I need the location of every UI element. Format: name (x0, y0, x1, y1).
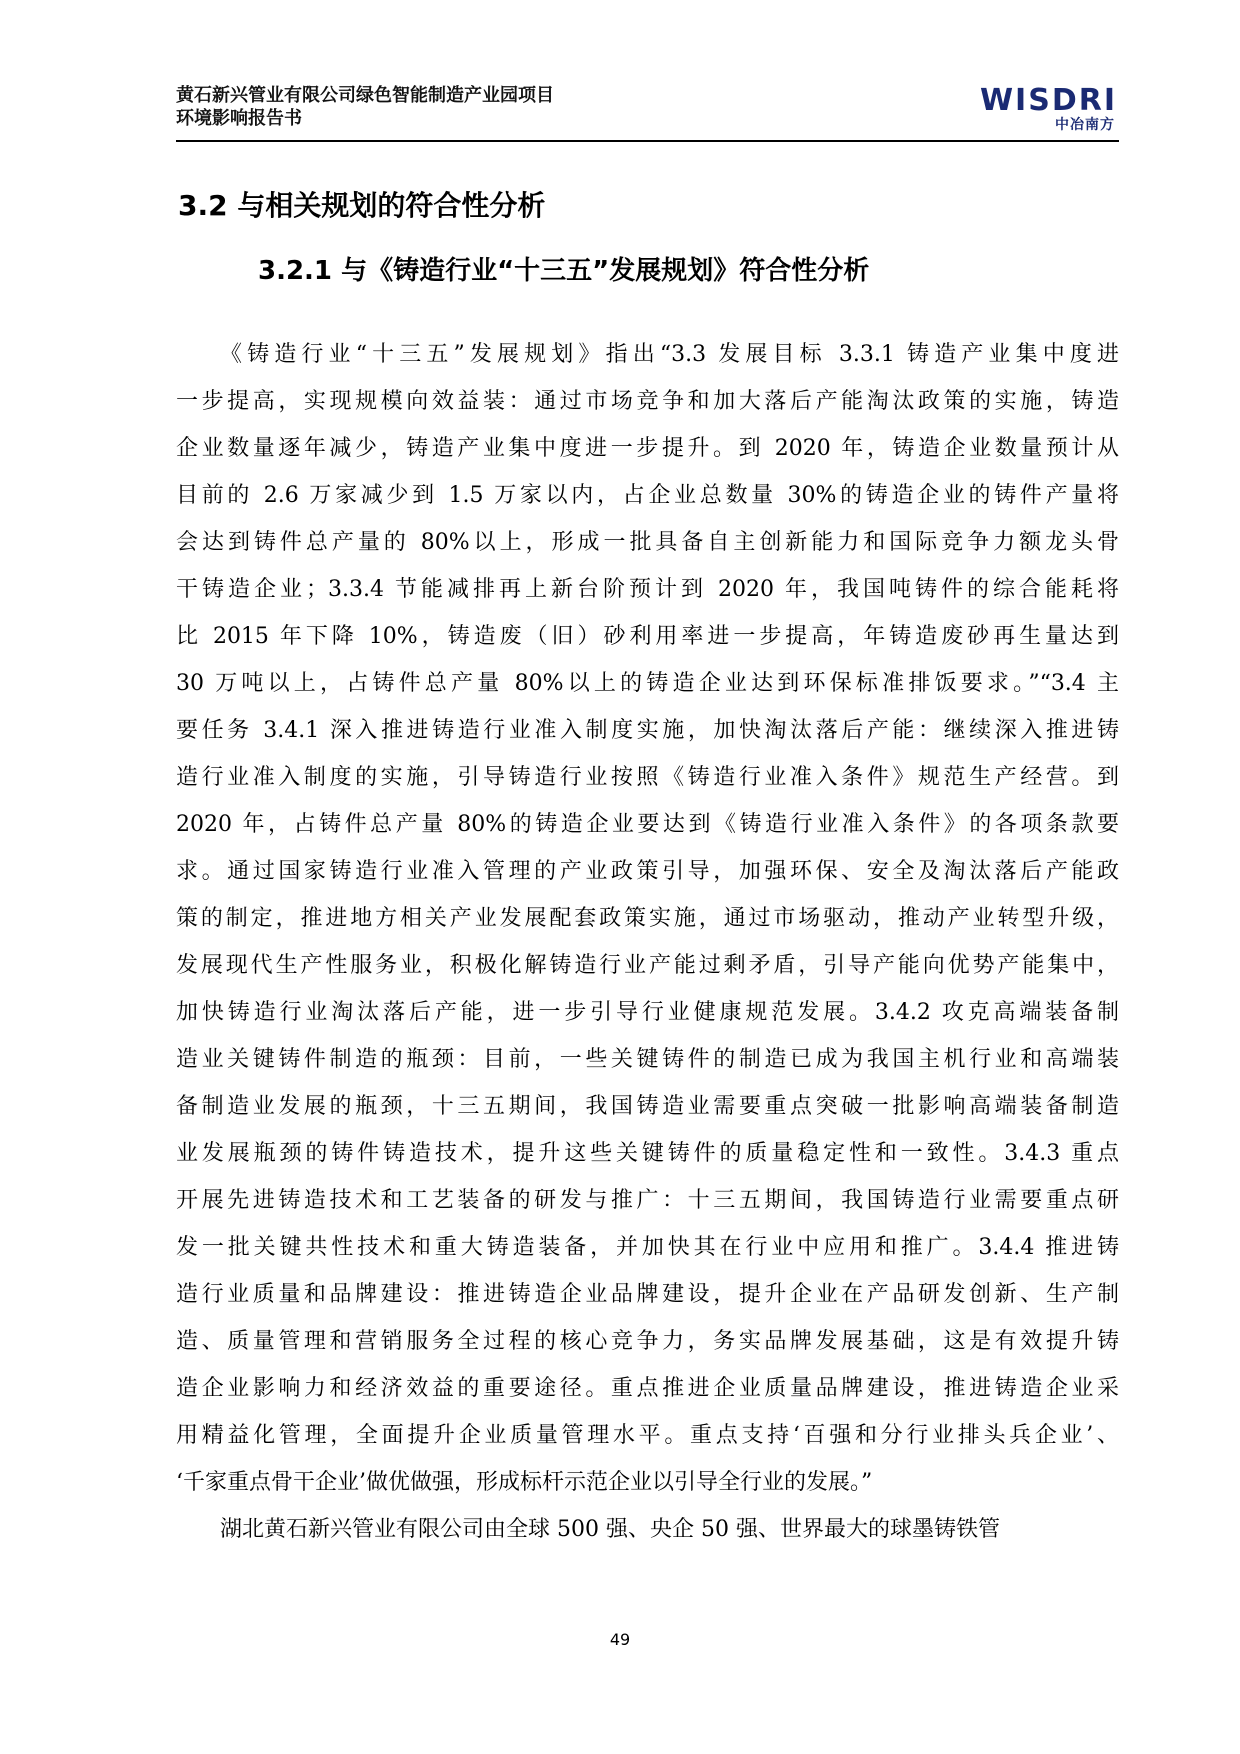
text-line: 一步提高，实现规模向效益装：通过市场竞争和加大落后产能淘汰政策的实施，铸造 (176, 389, 1119, 414)
text-line: 会达到铸件总产量的 80%以上，形成一批具备自主创新能力和国际竞争力额龙头骨 (176, 530, 1119, 555)
text-line: 造、质量管理和营销服务全过程的核心竞争力，务实品牌发展基础，这是有效提升铸 (176, 1329, 1119, 1354)
text-line: 求。通过国家铸造行业准入管理的产业政策引导，加强环保、安全及淘汰落后产能政 (176, 859, 1119, 884)
text-line: 目前的 2.6 万家减少到 1.5 万家以内，占企业总数量 30%的铸造企业的铸件产量将 (176, 483, 1119, 508)
text-line: 用精益化管理，全面提升企业质量管理水平。重点支持‘百强和分行业排头兵企业’、 (176, 1423, 1119, 1448)
section-heading: 3.2 与相关规划的符合性分析 (178, 189, 546, 222)
wisdri-logo-mark (949, 84, 1119, 114)
header-title-line2: 环境影响报告书 (176, 108, 302, 129)
text-line: 要任务 3.4.1 深入推进铸造行业准入制度实施，加快淘汰落后产能：继续深入推进铸 (176, 718, 1119, 743)
text-line: 加快铸造行业淘汰落后产能，进一步引导行业健康规范发展。3.4.2 攻克高端装备制 (176, 1000, 1119, 1025)
text-line: 干铸造企业；3.3.4 节能减排再上新台阶预计到 2020 年，我国吨铸件的综合能耗将 (176, 577, 1119, 602)
header-title (176, 84, 554, 130)
paragraph-1 (176, 331, 1119, 1506)
text-line: 造业关键铸件制造的瓶颈：目前，一些关键铸件的制造已成为我国主机行业和高端装 (176, 1047, 1119, 1072)
text-line: 备制造业发展的瓶颈，十三五期间，我国铸造业需要重点突破一批影响高端装备制造 (176, 1094, 1119, 1119)
text-line: 2020 年，占铸件总产量 80%的铸造企业要达到《铸造行业准入条件》的各项条款要 (176, 812, 1119, 837)
logo-subtitle: 中冶南方 (1055, 117, 1115, 133)
text-line: 造行业准入制度的实施，引导铸造行业按照《铸造行业准入条件》规范生产经营。到 (176, 765, 1119, 790)
paragraph-2 (176, 1506, 1119, 1553)
subsection-heading: 3.2.1 与《铸造行业“十三五”发展规划》符合性分析 (258, 256, 870, 286)
text-line: 造行业质量和品牌建设：推进铸造企业品牌建设，提升企业在产品研发创新、生产制 (176, 1282, 1119, 1307)
text-line: 发一批关键共性技术和重大铸造装备，并加快其在行业中应用和推广。3.4.4 推进铸 (176, 1235, 1119, 1260)
text-line: 湖北黄石新兴管业有限公司由全球 500 强、央企 50 强、世界最大的球墨铸铁管 (220, 1517, 1000, 1542)
text-line: 发展现代生产性服务业，积极化解铸造行业产能过剩矛盾，引导产能向优势产能集中， (176, 953, 1119, 978)
page-number: 49 (609, 1630, 631, 1649)
text-line: 比 2015 年下降 10%，铸造废（旧）砂利用率进一步提高，年铸造废砂再生量达到 (176, 624, 1119, 649)
logo-wordmark: WISDRI (979, 84, 1117, 114)
text-line: 企业数量逐年减少，铸造产业集中度进一步提升。到 2020 年，铸造企业数量预计从 (176, 436, 1119, 461)
text-line: 《铸造行业“十三五”发展规划》指出“3.3 发展目标 3.3.1 铸造产业集中度进 (220, 342, 1119, 367)
text-line: 开展先进铸造技术和工艺装备的研发与推广：十三五期间，我国铸造行业需要重点研 (176, 1188, 1119, 1213)
header-title-line1: 黄石新兴管业有限公司绿色智能制造产业园项目 (176, 85, 554, 106)
company-logo (949, 84, 1119, 134)
text-line: 30 万吨以上，占铸件总产量 80%以上的铸造企业达到环保标准排饭要求。”“3.4 主 (176, 671, 1119, 696)
body-text (176, 331, 1119, 1553)
text-line: 造企业影响力和经济效益的重要途径。重点推进企业质量品牌建设，推进铸造企业采 (176, 1376, 1119, 1401)
page-header (176, 84, 1119, 136)
text-line: 策的制定，推进地方相关产业发展配套政策实施，通过市场驱动，推动产业转型升级， (176, 906, 1119, 931)
header-divider (176, 140, 1119, 142)
text-line: ‘千家重点骨干企业’做优做强，形成标杆示范企业以引导全行业的发展。” (176, 1470, 873, 1495)
text-line: 业发展瓶颈的铸件铸造技术，提升这些关键铸件的质量稳定性和一致性。3.4.3 重点 (176, 1141, 1119, 1166)
